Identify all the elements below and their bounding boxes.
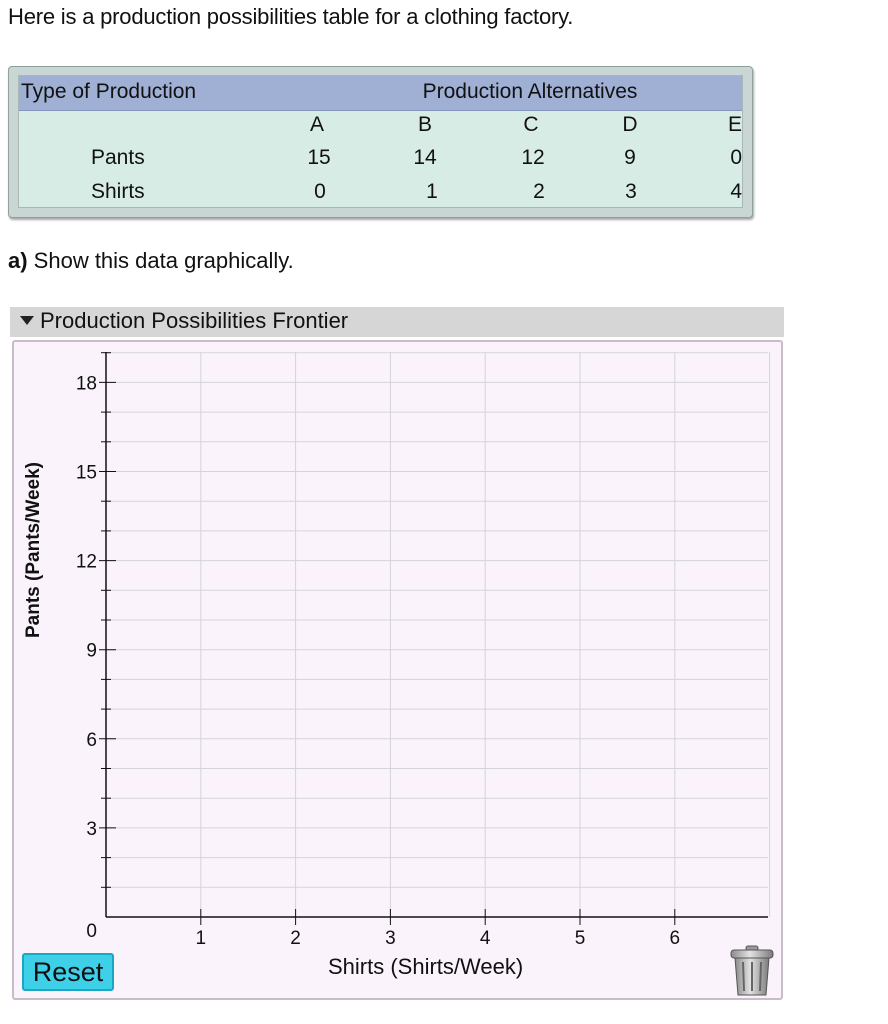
shirts-value-d: 3	[625, 180, 637, 203]
origin-label: 0	[86, 921, 97, 942]
pants-value-c: 12	[521, 146, 545, 169]
column-header-d: D	[622, 113, 638, 136]
shirts-value-e: 4	[730, 180, 742, 203]
shirts-value-b: 1	[426, 180, 438, 203]
shirts-value-a: 0	[314, 180, 326, 203]
graph-grid	[106, 352, 770, 917]
column-header-e: E	[727, 113, 742, 136]
type-of-production-header: Type of Production	[21, 80, 197, 103]
graph-ticks	[99, 353, 675, 925]
panel-title: Production Possibilities Frontier	[40, 308, 349, 333]
pants-value-e: 0	[730, 146, 742, 169]
question-part: a)	[8, 248, 28, 273]
y-tick-label: 18	[75, 373, 97, 395]
pants-value-d: 9	[624, 146, 636, 169]
graph-axes	[106, 352, 768, 917]
y-axis-label: Pants (Pants/Week)	[23, 462, 44, 638]
x-tick-label: 1	[195, 928, 207, 949]
row-label-shirts: Shirts	[91, 180, 145, 203]
x-tick-label: 6	[669, 928, 681, 949]
trash-icon[interactable]	[728, 944, 776, 998]
y-tick-label: 6	[86, 729, 97, 751]
column-header-a: A	[309, 113, 325, 136]
y-tick-label: 15	[75, 462, 97, 484]
x-axis-label: Shirts (Shirts/Week)	[328, 954, 524, 979]
graph-tick-labels	[76, 373, 680, 949]
x-tick-label: 4	[479, 928, 491, 949]
x-tick-label: 3	[385, 928, 396, 949]
x-tick-label: 2	[290, 928, 301, 949]
reset-button[interactable]: Reset	[22, 953, 114, 991]
y-tick-label: 3	[86, 818, 97, 840]
y-tick-label: 9	[86, 640, 97, 662]
intro-text: Here is a production possibilities table for a clothing factory.	[8, 4, 574, 29]
shirts-value-c: 2	[533, 180, 545, 203]
question-text: Show this data graphically.	[27, 248, 294, 273]
column-header-b: B	[417, 113, 433, 136]
column-header-c: C	[523, 113, 539, 136]
row-label-pants: Pants	[91, 146, 145, 169]
pants-value-b: 14	[413, 146, 437, 169]
production-alternatives-header: Production Alternatives	[422, 80, 638, 103]
y-tick-label: 12	[75, 551, 97, 573]
x-tick-label: 5	[574, 928, 586, 949]
pants-value-a: 15	[307, 146, 331, 169]
